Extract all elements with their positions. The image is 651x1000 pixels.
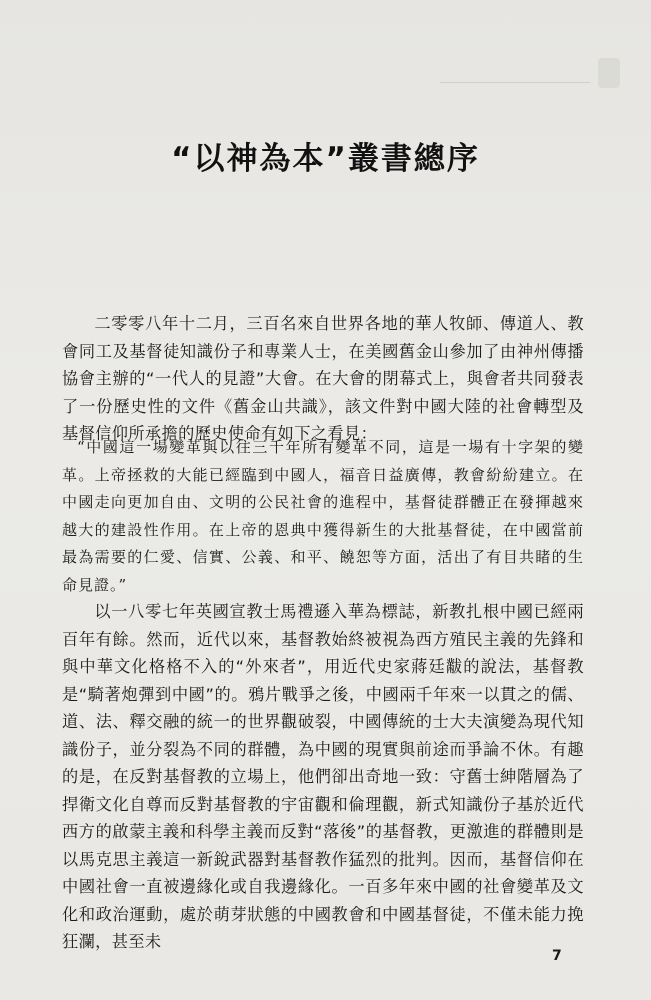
page-number: 7 [552,948,562,964]
show-through-rule [440,82,590,83]
page-title: “以神為本”叢書總序 [171,140,480,177]
body-paragraph-1: 二零零八年十二月，三百名來自世界各地的華人牧師、傳道人、教會同工及基督徒知識份子和專業人士，在美國舊金山參加了由神州傳播協會主辦的“一代人的見證”大會。在大會的閉幕式上，與會者共同發表了一份歷史性的文件《舊金山共識》，該文件對中國大陸的社會轉型及基督信仰所承擔的歷史使命有如下之看見： [62,314,584,443]
body-paragraph-2: 以一八零七年英國宣教士馬禮遜入華為標誌，新教扎根中國已經兩百年有餘。然而，近代以來，基督教始終被視為西方殖民主義的先鋒和與中華文化格格不入的“外來者”，用近代史家蔣廷黻的說法，基督教是“騎著炮彈到中國”的。鴉片戰爭之後，中國兩千年來一以貫之的儒、道、法、釋交融的統一的世界觀破裂，中國傳統的士大夫演變為現代知識份子，並分裂為不同的群體，為中國的現實與前途而爭論不休。有趣的是，在反對基督教的立場上，他們卻出奇地一致：守舊士紳階層為了捍衛文化自尊而反對基督教的宇宙觀和倫理觀，新式知識份子基於近代西方的啟蒙主義和科學主義而反對“落後”的基督教，更激進的群體則是以馬克思主義這一新銳武器對基督教作猛烈的批判。因而，基督信仰在中國社會一直被邊緣化或自我邊緣化。一百多年來中國的社會變革及文化和政治運動，處於萌芽狀態的中國教會和中國基督徒，不僅未能力挽狂瀾，甚至未 [62,602,584,951]
block-quote: “中國這一場變革與以往三千年所有變革不同，這是一場有十字架的變革。上帝拯救的大能已經臨到中國人，福音日益廣傳，教會紛紛建立。在中國走向更加自由、文明的公民社會的進程中，基督徒群體正在發揮越來越大的建設性作用。在上帝的恩典中獲得新生的大批基督徒，在中國當前最為需要的仁愛、信實、公義、和平、饒恕等方面，活出了有目共睹的生命見證。” [62,438,584,594]
show-through-mark [598,58,620,88]
